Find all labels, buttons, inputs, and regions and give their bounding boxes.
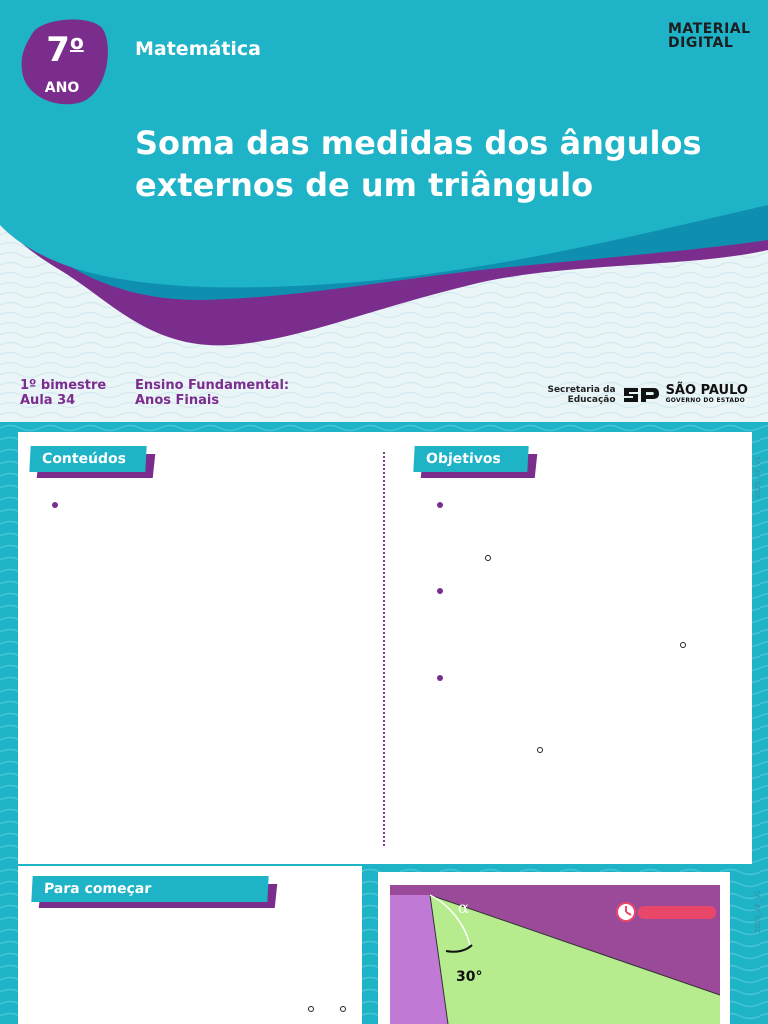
state-sub-label: GOVERNO DO ESTADO — [665, 397, 746, 404]
header-background — [0, 0, 768, 422]
conteudos-heading: Conteúdos — [29, 446, 146, 472]
sao-paulo-gov-logo — [547, 382, 748, 408]
secretaria-label — [547, 385, 615, 405]
page-title: Soma das medidas dos ângulos externos de um triângulo — [135, 124, 702, 204]
grade-badge — [20, 14, 110, 106]
brand-line-2: DIGITAL — [668, 35, 734, 51]
tab-objetivos — [414, 446, 528, 476]
objetivos-subbullet-3 — [537, 747, 543, 753]
objetivos-subbullet-1 — [485, 555, 491, 561]
side-code-2: 2025_AF_V1 — [754, 890, 762, 933]
objetivos-bullet-2 — [437, 588, 443, 594]
objetivos-bullet-1 — [437, 502, 443, 508]
column-divider — [383, 452, 385, 846]
lesson-number: Aula 34 — [20, 393, 76, 408]
secretaria-line-2: Educação — [567, 395, 616, 405]
material-digital-logo — [668, 22, 752, 50]
state-label: SÃO PAULO — [665, 383, 748, 398]
tab-para-comecar — [32, 876, 268, 906]
para-comecar-ring-1 — [308, 1006, 314, 1012]
overview-card — [18, 432, 752, 864]
sp-mark-icon — [622, 384, 660, 406]
subject-label: Matemática — [135, 38, 261, 60]
secretaria-line-1: Secretaria da — [547, 385, 616, 395]
alpha-label: α — [458, 898, 469, 917]
grade-label: ANO — [44, 80, 80, 96]
brand-line-1: MATERIAL — [668, 21, 751, 37]
level-line-1: Ensino Fundamental: — [135, 378, 290, 393]
conteudos-bullet — [52, 502, 58, 508]
objetivos-subbullet-2 — [680, 642, 686, 648]
para-comecar-ring-2 — [340, 1006, 346, 1012]
side-code-1: 2025_AF_V1 — [754, 456, 762, 499]
grade-number: 7$^o$ — [46, 30, 84, 70]
level-line-2: Anos Finais — [135, 393, 220, 408]
period-info — [20, 378, 106, 408]
level-info — [135, 378, 289, 408]
triangle-figure — [390, 885, 720, 1024]
timer-bar — [638, 906, 716, 919]
objetivos-heading: Objetivos — [413, 446, 528, 472]
bimester: 1º bimestre — [20, 378, 107, 393]
state-name — [666, 385, 748, 405]
tab-conteudos — [30, 446, 146, 476]
objetivos-bullet-3 — [437, 675, 443, 681]
angle-label: 30° — [456, 969, 483, 985]
para-comecar-heading: Para começar — [31, 876, 268, 902]
